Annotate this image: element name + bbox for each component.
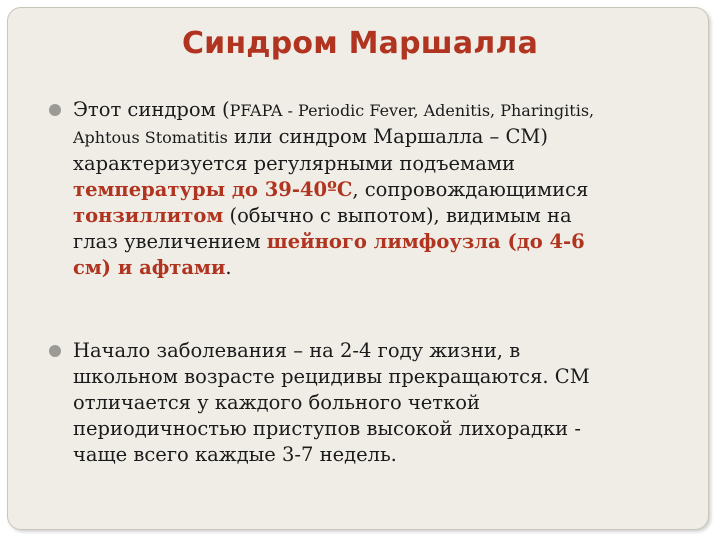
text-run: глаз увеличением (73, 230, 267, 253)
text-run: Aphtous Stomatitis (73, 128, 228, 147)
text-run: , сопровождающимися (352, 178, 589, 201)
text-line (73, 124, 698, 151)
bullet-dot-icon (49, 104, 61, 116)
slide-title: Синдром Маршалла (181, 26, 539, 61)
text-line (73, 229, 698, 255)
text-run: или синдром Маршалла – СМ) (227, 125, 548, 148)
text-line: характеризуется регулярными подъемами (73, 152, 515, 175)
text-run: . (225, 256, 232, 279)
paragraph-definition (73, 97, 698, 281)
highlight-text: температуры до 39-40ºС (73, 178, 353, 201)
text-line (73, 97, 698, 124)
highlight-text: шейного лимфоузла (до 4-6 (266, 230, 585, 253)
text-line (73, 255, 698, 281)
bullet-dot-icon (49, 345, 61, 357)
text-line: периодичностью приступов высокой лихорадки - (73, 417, 581, 440)
paragraph-onset (73, 338, 698, 468)
text-run: Этот синдром ( (73, 98, 230, 121)
text-run: PFAPA - Periodic Fever, Adenitis, Pharingitis, (229, 101, 595, 120)
highlight-text: см) и афтами (73, 256, 226, 279)
text-line (73, 177, 698, 203)
text-line (73, 203, 698, 229)
text-line: чаще всего каждые 3-7 недель. (73, 443, 397, 466)
highlight-text: тонзиллитом (73, 204, 224, 227)
text-line: школьном возрасте рецидивы прекращаются. СМ (73, 365, 590, 388)
text-line: Начало заболевания – на 2-4 году жизни, в (73, 339, 521, 362)
text-run: (обычно с выпотом), видимым на (223, 204, 572, 227)
text-line: отличается у каждого больного четкой (73, 391, 481, 414)
